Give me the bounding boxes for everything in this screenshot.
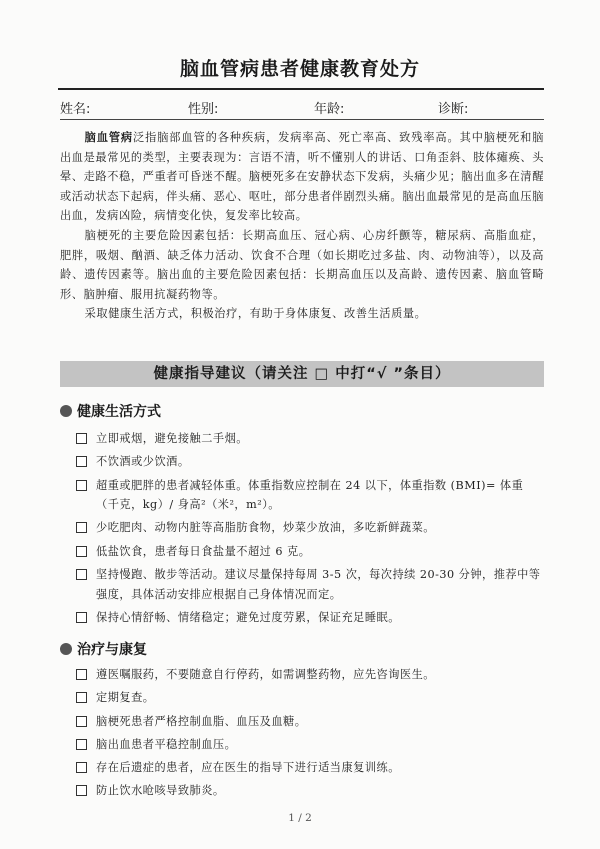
- checklist-item: [76, 429, 544, 449]
- patient-name-label: 姓名:: [60, 102, 91, 117]
- checklist-item-text: 脑出血患者平稳控制血压。: [96, 737, 237, 751]
- checklist-item: [76, 665, 544, 685]
- intro-lead-term: 脑血管病: [84, 130, 134, 144]
- checklist-item-text: 超重或肥胖的患者减轻体重。体重指数应控制在 24 以下，体重指数 (BMI)= 体重（千克，kg）/ 身高²（米²，m²）。: [96, 478, 524, 512]
- checkbox[interactable]: [76, 762, 87, 773]
- checkbox[interactable]: [76, 569, 87, 580]
- checklist-item-text: 脑梗死患者严格控制血脂、血压及血糖。: [96, 714, 307, 728]
- patient-info-row: [60, 98, 544, 116]
- checkbox[interactable]: [76, 522, 87, 533]
- checklist-item-text: 立即戒烟，避免接触二手烟。: [96, 432, 248, 445]
- checklist-item: [76, 476, 544, 515]
- checkbox[interactable]: [76, 612, 87, 623]
- checklist-item: [76, 518, 544, 538]
- checklist-item-text: 低盐饮食，患者每日食盐量不超过 6 克。: [96, 544, 311, 558]
- guidance-banner: 健康指导建议（请关注 □ 中打“√ ”条目）: [60, 361, 544, 387]
- checkbox[interactable]: [76, 480, 87, 491]
- section-heading-treatment: [60, 640, 147, 660]
- lifestyle-checklist: [76, 429, 544, 631]
- checklist-item-text: 遵医嘱服药，不要随意自行停药，如需调整药物，应先咨询医生。: [96, 668, 435, 681]
- checklist-item: [76, 542, 544, 562]
- checklist-item: [76, 758, 544, 778]
- checkbox[interactable]: [76, 456, 87, 467]
- checklist-item-text: 定期复查。: [96, 691, 155, 705]
- title-divider: [58, 88, 544, 90]
- document-title: 脑血管病患者健康教育处方: [179, 58, 420, 80]
- checkbox[interactable]: [76, 692, 87, 703]
- section-heading-lifestyle: [60, 402, 161, 422]
- intro-text: [60, 128, 544, 324]
- checklist-item-text: 存在后遗症的患者，应在医生的指导下进行适当康复训练。: [96, 761, 400, 775]
- checklist-item: [76, 608, 544, 628]
- checkbox[interactable]: [76, 433, 87, 444]
- patient-info-divider: [60, 119, 544, 120]
- checkbox[interactable]: [76, 739, 87, 750]
- section-heading-lifestyle-text: 健康生活方式: [77, 404, 161, 420]
- checklist-item: [76, 712, 544, 732]
- patient-age-label: 年龄:: [314, 102, 345, 117]
- checklist-item: [76, 452, 544, 472]
- checkbox[interactable]: [76, 669, 87, 680]
- treatment-checklist: [76, 665, 544, 805]
- checklist-item: [76, 781, 544, 801]
- intro-paragraph-1-text: 泛指脑部血管的各种疾病，发病率高、死亡率高、致残率高。其中脑梗死和脑出血是最常见的类型，主要表现为：言语不清，听不懂别人的讲话、口角歪斜、肢体瘫痪、头晕、走路不稳，严重者可昏迷不醒。脑梗死多在安静状态下发病，头痛少见；脑出血多在清醒或活动状态下起病，伴头痛、恶心、呕吐，部分患者伴剧烈头痛。脑出血最常见的是高血压脑出血，发病凶险，病情变化快，复发率比较高。: [60, 131, 544, 223]
- bullet-dot-icon: [60, 405, 72, 417]
- section-heading-treatment-text: 治疗与康复: [77, 642, 147, 658]
- patient-diagnosis-label: 诊断:: [438, 102, 469, 117]
- checkbox[interactable]: [76, 785, 87, 796]
- checkbox[interactable]: [76, 716, 87, 727]
- intro-paragraph-1: [60, 128, 544, 226]
- checklist-item: [76, 565, 544, 604]
- bullet-dot-icon: [60, 643, 72, 655]
- checklist-item-text: 不饮酒或少饮酒。: [96, 455, 190, 469]
- checklist-item-text: 防止饮水呛咳导致肺炎。: [96, 784, 225, 798]
- patient-gender-label: 性别:: [188, 102, 219, 117]
- checklist-item: [76, 688, 544, 708]
- intro-paragraph-3: 采取健康生活方式，积极治疗，有助于身体康复、改善生活质量。: [84, 307, 427, 321]
- checklist-item-text: 少吃肥肉、动物内脏等高脂肪食物，炒菜少放油，多吃新鲜蔬菜。: [96, 521, 435, 535]
- intro-paragraph-2: 脑梗死的主要危险因素包括：长期高血压、冠心病、心房纤颤等，糖尿病、高脂血症，肥胖，吸烟、酗酒、缺乏体力活动、饮食不合理（如长期吃过多盐、肉、动物油等），以及高龄、遗传因素等。脑出血的主要危险因素包括：长期高血压以及高龄、遗传因素、脑血管畸形、脑肿瘤、服用抗凝药物等。: [60, 228, 544, 301]
- page-number: 1 / 2: [288, 812, 312, 824]
- checkbox[interactable]: [76, 546, 87, 557]
- checklist-item: [76, 735, 544, 755]
- checklist-item-text: 保持心情舒畅、情绪稳定；避免过度劳累，保证充足睡眠。: [96, 610, 400, 624]
- checklist-item-text: 坚持慢跑、散步等活动。建议尽量保持每周 3-5 次，每次持续 20-30 分钟，推荐中等强度，具体活动安排应根据自己身体情况而定。: [96, 568, 541, 601]
